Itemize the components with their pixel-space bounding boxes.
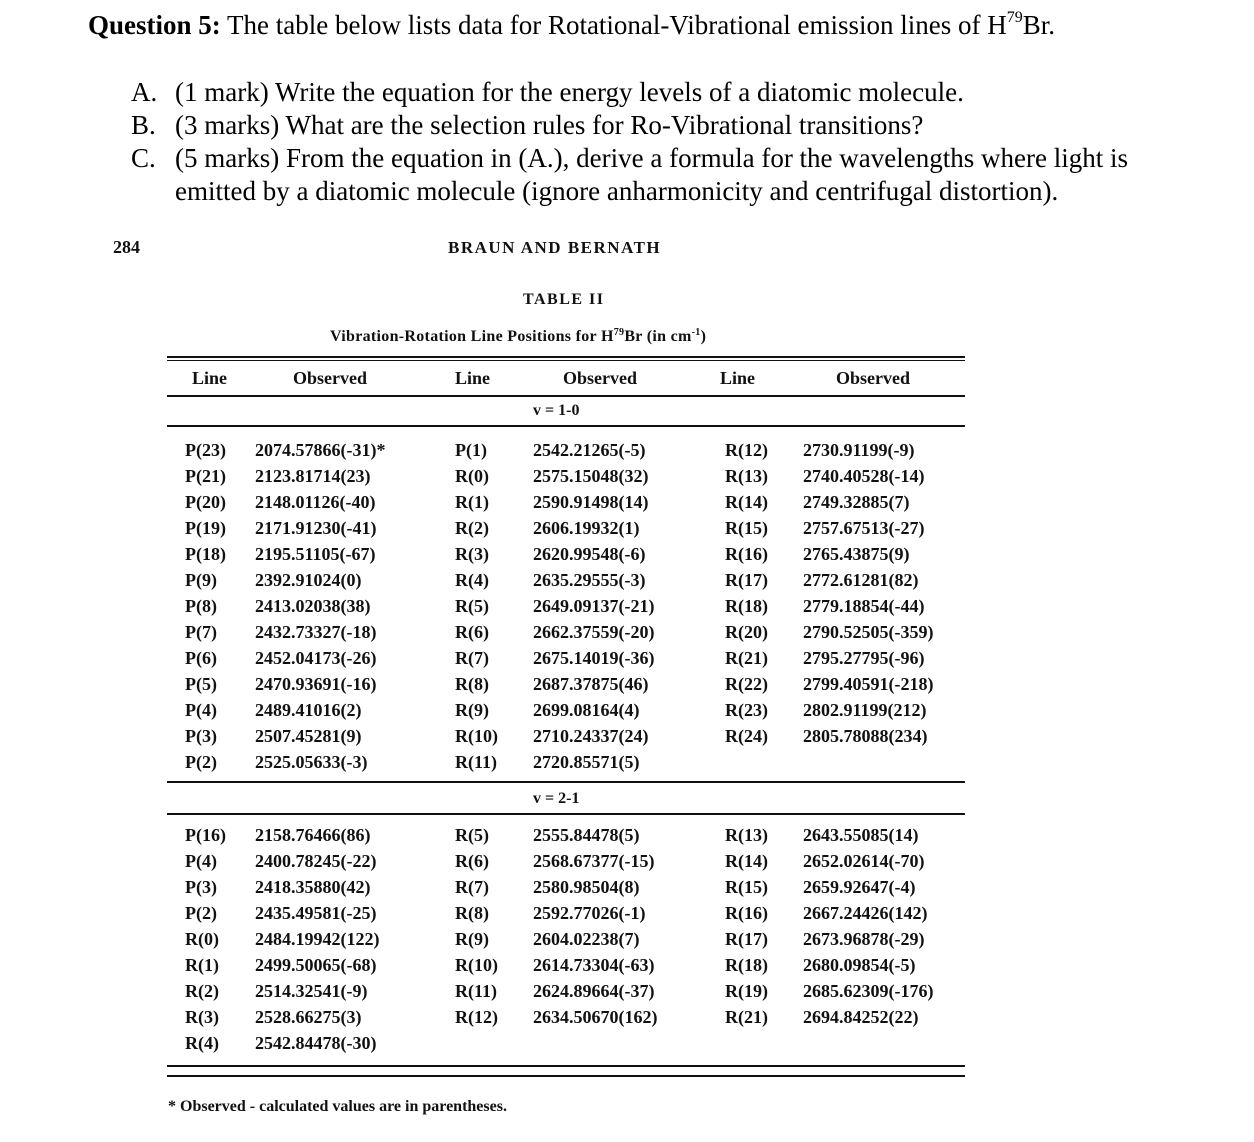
observed-value: 2757.67513(-27) bbox=[803, 518, 925, 538]
running-head: BRAUN AND BERNATH bbox=[448, 238, 662, 257]
observed-value: 2418.35880(42) bbox=[255, 877, 371, 897]
line-label: P(23) bbox=[185, 440, 226, 460]
part-c bbox=[131, 142, 1211, 208]
observed-value: 2568.67377(-15) bbox=[533, 851, 655, 871]
table-row bbox=[185, 978, 380, 1004]
observed-value: 2694.84252(22) bbox=[803, 1007, 919, 1027]
observed-value: 2662.37559(-20) bbox=[533, 622, 655, 642]
part-a bbox=[131, 76, 1211, 109]
line-label: R(3) bbox=[185, 1007, 219, 1027]
observed-value: 2790.52505(-359) bbox=[803, 622, 934, 642]
line-label: R(5) bbox=[455, 596, 489, 616]
table-row bbox=[185, 848, 380, 874]
line-label: R(1) bbox=[185, 955, 219, 975]
line-label: R(6) bbox=[455, 851, 489, 871]
observed-value: 2507.45281(9) bbox=[255, 726, 362, 746]
table-row bbox=[455, 463, 654, 489]
observed-value: 2620.99548(-6) bbox=[533, 544, 646, 564]
table-row bbox=[455, 515, 654, 541]
table-row bbox=[455, 671, 654, 697]
line-label: P(5) bbox=[185, 674, 217, 694]
line-label: R(8) bbox=[455, 674, 489, 694]
table-row bbox=[725, 874, 933, 900]
observed-value: 2525.05633(-3) bbox=[255, 752, 368, 772]
table-row bbox=[725, 619, 933, 645]
line-label: P(4) bbox=[185, 700, 217, 720]
header-rule bbox=[167, 395, 965, 397]
header-observed-3: Observed bbox=[836, 368, 910, 388]
table-row bbox=[725, 645, 933, 671]
part-text: (5 marks) From the equation in (A.), derive a formula for the wavelengths where light is emitted by a diatomic molecule (ignore anharmonicity and centrifugal distortion). bbox=[175, 143, 1128, 206]
observed-value: 2452.04173(-26) bbox=[255, 648, 377, 668]
line-label: R(0) bbox=[185, 929, 219, 949]
observed-value: 2499.50065(-68) bbox=[255, 955, 377, 975]
table-row bbox=[185, 437, 385, 463]
line-label: R(17) bbox=[725, 929, 768, 949]
observed-value: 2392.91024(0) bbox=[255, 570, 362, 590]
observed-value: 2614.73304(-63) bbox=[533, 955, 655, 975]
observed-value: 2652.02614(-70) bbox=[803, 851, 925, 871]
observed-value: 2514.32541(-9) bbox=[255, 981, 368, 1001]
line-label: R(7) bbox=[455, 877, 489, 897]
table-row bbox=[725, 437, 933, 463]
part-text: (1 mark) Write the equation for the energy levels of a diatomic molecule. bbox=[175, 77, 964, 107]
line-label: R(21) bbox=[725, 1007, 768, 1027]
observed-value: 2413.02038(38) bbox=[255, 596, 371, 616]
table-row bbox=[455, 437, 654, 463]
line-label: R(12) bbox=[455, 1007, 498, 1027]
line-label: P(3) bbox=[185, 877, 217, 897]
line-label: R(24) bbox=[725, 726, 768, 746]
table-top-rule-thin bbox=[167, 360, 965, 361]
table-row bbox=[185, 541, 385, 567]
isotope-superscript: 79 bbox=[1006, 9, 1023, 26]
header-line-2: Line bbox=[455, 368, 491, 388]
observed-value: 2795.27795(-96) bbox=[803, 648, 925, 668]
observed-value: 2171.91230(-41) bbox=[255, 518, 377, 538]
observed-value: 2680.09854(-5) bbox=[803, 955, 916, 975]
line-label: R(11) bbox=[455, 752, 497, 772]
band-rule bbox=[167, 813, 965, 815]
table-row bbox=[455, 978, 658, 1004]
table-row bbox=[185, 874, 380, 900]
table-row bbox=[725, 822, 933, 848]
line-label: P(21) bbox=[185, 466, 226, 486]
table-row bbox=[185, 900, 380, 926]
line-label: R(15) bbox=[725, 518, 768, 538]
table-row bbox=[455, 926, 658, 952]
table-row bbox=[185, 697, 385, 723]
table-bottom-rule bbox=[167, 1065, 965, 1067]
line-label: R(13) bbox=[725, 466, 768, 486]
table-row bbox=[725, 541, 933, 567]
line-label: R(7) bbox=[455, 648, 489, 668]
table-row bbox=[185, 463, 385, 489]
line-label: P(6) bbox=[185, 648, 217, 668]
line-label: R(20) bbox=[725, 622, 768, 642]
table-row bbox=[725, 723, 933, 749]
line-label: R(13) bbox=[725, 825, 768, 845]
table-row bbox=[185, 671, 385, 697]
element-symbol: Br. bbox=[1022, 10, 1056, 40]
observed-value: 2710.24337(24) bbox=[533, 726, 649, 746]
band-rule bbox=[167, 425, 965, 427]
caption-text-2: Br (in cm bbox=[624, 328, 692, 345]
table-row bbox=[185, 567, 385, 593]
observed-value: 2634.50670(162) bbox=[533, 1007, 658, 1027]
table-row bbox=[455, 848, 658, 874]
line-label: R(9) bbox=[455, 700, 489, 720]
band1-column-1 bbox=[185, 437, 385, 775]
table-row bbox=[185, 619, 385, 645]
caption-isotope: 79 bbox=[613, 327, 625, 338]
line-label: P(9) bbox=[185, 570, 217, 590]
line-label: P(20) bbox=[185, 492, 226, 512]
line-label: P(1) bbox=[455, 440, 487, 460]
line-label: R(18) bbox=[725, 596, 768, 616]
observed-value: 2740.40528(-14) bbox=[803, 466, 925, 486]
table-row bbox=[455, 489, 654, 515]
observed-value: 2528.66275(3) bbox=[255, 1007, 362, 1027]
observed-value: 2749.32885(7) bbox=[803, 492, 910, 512]
table-row bbox=[185, 952, 380, 978]
table-row bbox=[725, 671, 933, 697]
table-row bbox=[455, 541, 654, 567]
line-label: R(4) bbox=[455, 570, 489, 590]
band2-column-2 bbox=[455, 822, 658, 1030]
observed-value: 2687.37875(46) bbox=[533, 674, 649, 694]
table-row bbox=[725, 463, 933, 489]
header-line-3: Line bbox=[720, 368, 756, 388]
observed-value: 2123.81714(23) bbox=[255, 466, 371, 486]
line-label: P(4) bbox=[185, 851, 217, 871]
observed-value: 2805.78088(234) bbox=[803, 726, 928, 746]
band1-column-3 bbox=[725, 437, 933, 749]
observed-value: 2074.57866(-31)* bbox=[255, 440, 386, 460]
table-row bbox=[725, 900, 933, 926]
observed-value: 2575.15048(32) bbox=[533, 466, 649, 486]
table-footnote: * Observed - calculated values are in parentheses. bbox=[168, 1098, 507, 1115]
table-top-rule bbox=[167, 356, 965, 358]
table-row bbox=[185, 645, 385, 671]
table-row bbox=[455, 952, 658, 978]
observed-value: 2624.89664(-37) bbox=[533, 981, 655, 1001]
part-b bbox=[131, 109, 1211, 142]
table-row bbox=[185, 489, 385, 515]
observed-value: 2673.96878(-29) bbox=[803, 929, 925, 949]
line-label: P(8) bbox=[185, 596, 217, 616]
table-row bbox=[725, 848, 933, 874]
line-label: R(14) bbox=[725, 492, 768, 512]
line-label: R(18) bbox=[725, 955, 768, 975]
line-label: R(19) bbox=[725, 981, 768, 1001]
caption-unit-exponent: -1 bbox=[691, 327, 701, 338]
observed-value: 2606.19932(1) bbox=[533, 518, 640, 538]
table-row bbox=[725, 489, 933, 515]
table-row bbox=[185, 593, 385, 619]
line-label: R(16) bbox=[725, 903, 768, 923]
part-letter: C. bbox=[131, 143, 156, 173]
observed-value: 2765.43875(9) bbox=[803, 544, 910, 564]
observed-value: 2432.73327(-18) bbox=[255, 622, 377, 642]
table-row bbox=[455, 593, 654, 619]
header-observed-2: Observed bbox=[563, 368, 637, 388]
band-label: v = 2-1 bbox=[533, 790, 580, 807]
line-label: R(9) bbox=[455, 929, 489, 949]
observed-value: 2699.08164(4) bbox=[533, 700, 640, 720]
question-label: Question 5: bbox=[88, 10, 221, 40]
caption-text: Vibration-Rotation Line Positions for H bbox=[330, 328, 614, 345]
observed-value: 2772.61281(82) bbox=[803, 570, 919, 590]
band2-column-1 bbox=[185, 822, 380, 1056]
scanned-table-page bbox=[0, 225, 1254, 1142]
table-row bbox=[725, 926, 933, 952]
header-line-1: Line bbox=[192, 368, 228, 388]
header-observed-1: Observed bbox=[293, 368, 367, 388]
part-letter: A. bbox=[131, 77, 158, 107]
line-label: P(2) bbox=[185, 903, 217, 923]
observed-value: 2542.21265(-5) bbox=[533, 440, 646, 460]
line-label: R(1) bbox=[455, 492, 489, 512]
line-label: R(10) bbox=[455, 955, 498, 975]
line-label: P(2) bbox=[185, 752, 217, 772]
observed-value: 2148.01126(-40) bbox=[255, 492, 376, 512]
table-row bbox=[185, 822, 380, 848]
table-row bbox=[455, 874, 658, 900]
observed-value: 2604.02238(7) bbox=[533, 929, 640, 949]
line-label: R(21) bbox=[725, 648, 768, 668]
line-label: R(11) bbox=[455, 981, 497, 1001]
table-caption bbox=[330, 328, 706, 346]
observed-value: 2675.14019(-36) bbox=[533, 648, 655, 668]
observed-value: 2555.84478(5) bbox=[533, 825, 640, 845]
table-row bbox=[455, 645, 654, 671]
line-label: R(5) bbox=[455, 825, 489, 845]
question-parts bbox=[131, 76, 1211, 208]
observed-value: 2730.91199(-9) bbox=[803, 440, 915, 460]
observed-value: 2667.24426(142) bbox=[803, 903, 928, 923]
band-separator-rule bbox=[167, 781, 965, 783]
question-heading bbox=[88, 8, 1055, 42]
observed-value: 2484.19942(122) bbox=[255, 929, 380, 949]
table-row bbox=[725, 1004, 933, 1030]
table-row bbox=[455, 723, 654, 749]
observed-value: 2580.98504(8) bbox=[533, 877, 640, 897]
line-label: R(22) bbox=[725, 674, 768, 694]
table-bottom-rule-2 bbox=[167, 1075, 965, 1077]
band2-column-3 bbox=[725, 822, 933, 1030]
line-label: P(7) bbox=[185, 622, 217, 642]
observed-value: 2435.49581(-25) bbox=[255, 903, 377, 923]
observed-value: 2643.55085(14) bbox=[803, 825, 919, 845]
table-row bbox=[455, 567, 654, 593]
observed-value: 2158.76466(86) bbox=[255, 825, 371, 845]
table-row bbox=[725, 515, 933, 541]
band-label: v = 1-0 bbox=[533, 402, 580, 419]
table-row bbox=[185, 515, 385, 541]
table-row bbox=[455, 619, 654, 645]
table-row bbox=[185, 749, 385, 775]
observed-value: 2799.40591(-218) bbox=[803, 674, 934, 694]
table-row bbox=[455, 900, 658, 926]
observed-value: 2590.91498(14) bbox=[533, 492, 649, 512]
table-row bbox=[725, 978, 933, 1004]
table-row bbox=[725, 593, 933, 619]
caption-close: ) bbox=[700, 328, 707, 345]
table-row bbox=[725, 697, 933, 723]
observed-value: 2720.85571(5) bbox=[533, 752, 640, 772]
part-text: (3 marks) What are the selection rules for Ro-Vibrational transitions? bbox=[175, 110, 924, 140]
table-row bbox=[725, 952, 933, 978]
observed-value: 2659.92647(-4) bbox=[803, 877, 916, 897]
line-label: R(16) bbox=[725, 544, 768, 564]
line-label: P(16) bbox=[185, 825, 226, 845]
line-label: R(0) bbox=[455, 466, 489, 486]
line-label: P(3) bbox=[185, 726, 217, 746]
line-label: R(8) bbox=[455, 903, 489, 923]
line-label: R(14) bbox=[725, 851, 768, 871]
line-label: R(3) bbox=[455, 544, 489, 564]
question-text: The table below lists data for Rotational-Vibrational emission lines of H bbox=[227, 10, 1007, 40]
observed-value: 2685.62309(-176) bbox=[803, 981, 934, 1001]
table-row bbox=[185, 723, 385, 749]
observed-value: 2470.93691(-16) bbox=[255, 674, 377, 694]
observed-value: 2542.84478(-30) bbox=[255, 1033, 377, 1053]
line-label: R(17) bbox=[725, 570, 768, 590]
observed-value: 2802.91199(212) bbox=[803, 700, 927, 720]
table-row bbox=[455, 822, 658, 848]
table-title: TABLE II bbox=[523, 291, 605, 308]
line-label: R(2) bbox=[185, 981, 219, 1001]
table-row bbox=[455, 1004, 658, 1030]
observed-value: 2489.41016(2) bbox=[255, 700, 362, 720]
line-label: R(2) bbox=[455, 518, 489, 538]
line-label: P(19) bbox=[185, 518, 226, 538]
observed-value: 2400.78245(-22) bbox=[255, 851, 377, 871]
observed-value: 2649.09137(-21) bbox=[533, 596, 655, 616]
observed-value: 2195.51105(-67) bbox=[255, 544, 376, 564]
part-letter: B. bbox=[131, 110, 156, 140]
line-label: R(12) bbox=[725, 440, 768, 460]
page-number: 284 bbox=[113, 237, 140, 257]
observed-value: 2635.29555(-3) bbox=[533, 570, 646, 590]
line-label: R(4) bbox=[185, 1033, 219, 1053]
table-row bbox=[455, 749, 654, 775]
table-row bbox=[185, 926, 380, 952]
table-row bbox=[455, 697, 654, 723]
band1-column-2 bbox=[455, 437, 654, 775]
line-label: R(10) bbox=[455, 726, 498, 746]
line-label: P(18) bbox=[185, 544, 226, 564]
observed-value: 2592.77026(-1) bbox=[533, 903, 646, 923]
table-row bbox=[185, 1030, 380, 1056]
table-row bbox=[185, 1004, 380, 1030]
line-label: R(6) bbox=[455, 622, 489, 642]
table-row bbox=[725, 567, 933, 593]
line-label: R(15) bbox=[725, 877, 768, 897]
line-label: R(23) bbox=[725, 700, 768, 720]
observed-value: 2779.18854(-44) bbox=[803, 596, 925, 616]
